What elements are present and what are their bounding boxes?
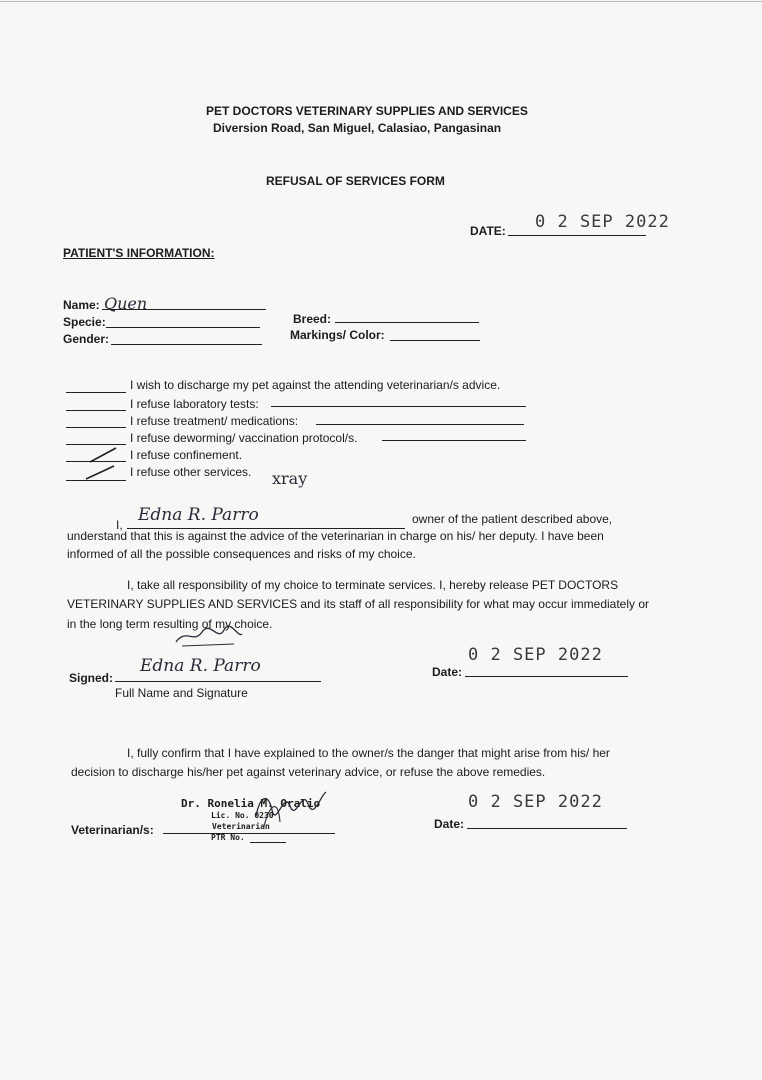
vet-stamp-ptr: PTR No. — [211, 833, 245, 842]
specie-line — [106, 327, 260, 328]
signed-date-label: Date: — [432, 665, 463, 679]
laboratory-detail-line — [271, 406, 526, 407]
signed-date-line — [465, 676, 628, 677]
vet-date-stamp: 0 2 SEP 2022 — [468, 792, 603, 812]
other-services-note: xray — [272, 469, 308, 488]
owner-line2: understand that this is against the advice of the veterinarian in charge on his/ her deputy. I have been — [67, 529, 604, 543]
form-title: REFUSAL OF SERVICES FORM — [266, 174, 445, 188]
owner-name-handwritten: Edna R. Parro — [138, 505, 259, 525]
markings-label: Markings/ Color: — [290, 328, 385, 342]
treatment-detail-line — [316, 424, 524, 425]
initials-scribble — [172, 624, 244, 650]
specie-label: Specie: — [63, 315, 106, 329]
owner-line3: informed of all the possible consequences and risks of my choice. — [67, 547, 416, 561]
option-deworming: I refuse deworming/ vaccination protocol/s. — [130, 431, 358, 445]
signature-line — [115, 681, 321, 682]
company-name: PET DOCTORS VETERINARY SUPPLIES AND SERVICES — [206, 104, 528, 118]
vet-line1: I, fully confirm that I have explained to the owner/s the danger that might arise from his/ her — [127, 746, 610, 760]
option-blank — [66, 410, 126, 411]
option-confinement: I refuse confinement. — [130, 448, 243, 462]
option-laboratory: I refuse laboratory tests: — [130, 397, 259, 411]
name-label: Name: — [63, 298, 100, 312]
vet-date-label: Date: — [434, 817, 465, 831]
vet-stamp-ptr-line — [250, 842, 286, 843]
owner-prefix: I, — [116, 518, 123, 532]
date-label: DATE: — [470, 224, 506, 238]
company-address: Diversion Road, San Miguel, Calasiao, Pangasinan — [213, 121, 502, 135]
vet-stamp-name: Dr. Ronelia M. Oralio — [181, 797, 321, 810]
option-treatment: I refuse treatment/ medications: — [130, 414, 299, 428]
deworming-detail-line — [382, 440, 526, 441]
scan-edge-line — [0, 1, 762, 2]
date-line — [508, 235, 646, 236]
option-blank — [66, 392, 126, 393]
signed-label: Signed: — [69, 671, 113, 685]
markings-line — [390, 340, 480, 341]
patient-name-handwritten: Quen — [104, 294, 148, 313]
vet-stamp-license: Lic. No. 0230 — [211, 811, 274, 820]
gender-label: Gender: — [63, 332, 110, 346]
release-line1: I, take all responsibility of my choice to terminate services. I, hereby release PET DOCTORS — [127, 578, 619, 592]
breed-label: Breed: — [293, 312, 332, 326]
vet-line2: decision to discharge his/her pet against veterinary advice, or refuse the above remedies. — [71, 765, 546, 779]
release-line2: VETERINARY SUPPLIES AND SERVICES and its staff of all responsibility for what may occur immediately or — [67, 597, 650, 611]
owner-signature: Edna R. Parro — [140, 656, 261, 676]
check-marks — [80, 446, 124, 482]
date-stamp: 0 2 SEP 2022 — [535, 212, 670, 232]
vet-stamp-title: Veterinarian — [212, 822, 270, 831]
option-blank — [66, 444, 126, 445]
gender-line — [111, 344, 262, 345]
veterinarian-line — [163, 833, 335, 834]
veterinarian-label: Veterinarian/s: — [71, 823, 154, 837]
option-discharge: I wish to discharge my pet against the attending veterinarian/s advice. — [130, 378, 501, 392]
option-blank — [66, 427, 126, 428]
owner-line1-end: owner of the patient described above, — [412, 512, 613, 526]
signed-date-stamp: 0 2 SEP 2022 — [468, 645, 603, 665]
breed-line — [335, 322, 479, 323]
vet-signature-scribble — [250, 786, 330, 832]
vet-date-line — [467, 828, 627, 829]
signature-caption: Full Name and Signature — [115, 686, 248, 700]
option-other-services: I refuse other services. — [130, 465, 252, 479]
release-line3: in the long term resulting of my choice. — [67, 617, 273, 631]
patient-info-heading: PATIENT'S INFORMATION: — [63, 246, 215, 260]
